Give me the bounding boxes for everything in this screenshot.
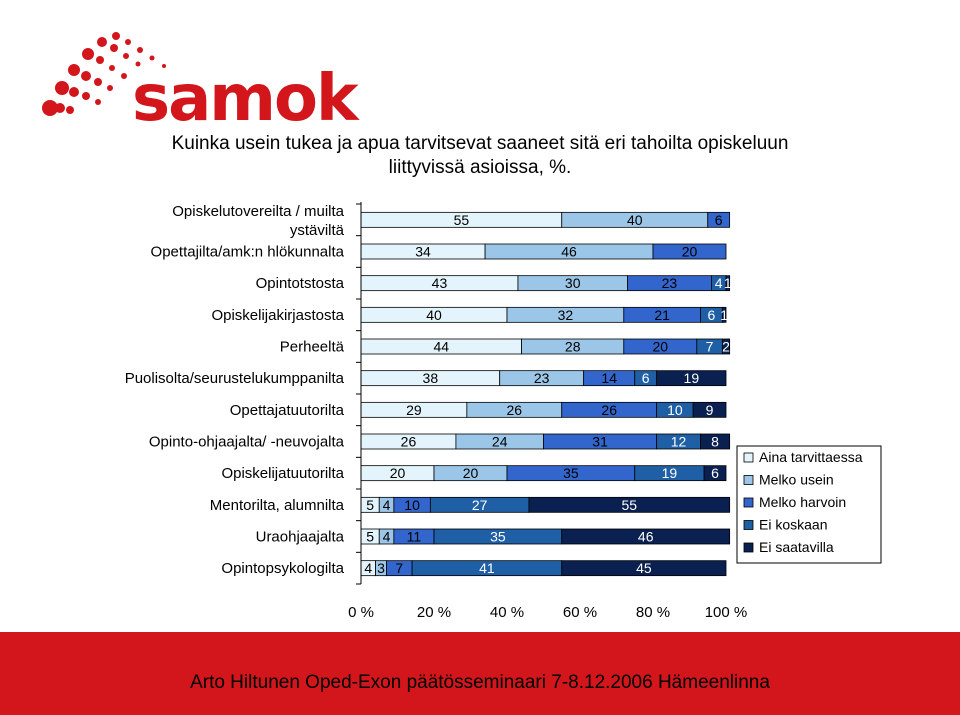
data-label: 40 (426, 306, 442, 323)
data-label: 26 (506, 401, 523, 418)
data-label: 31 (592, 433, 608, 450)
category-label: Perheeltä (279, 338, 344, 356)
x-tick-label: 20 % (416, 604, 452, 621)
x-tick-label: 40 % (489, 604, 525, 621)
bars-layer (361, 212, 732, 576)
category-labels (125, 203, 345, 577)
category-label: Opettajilta/amk:n hlökunnalta (150, 243, 344, 261)
data-label: 4 (364, 560, 373, 577)
data-label: 45 (636, 560, 652, 577)
data-label: 5 (366, 496, 375, 513)
data-label: 35 (490, 528, 506, 545)
data-label: 19 (661, 465, 678, 482)
data-label: 4 (714, 275, 723, 292)
data-label: 24 (491, 433, 508, 450)
data-label: 6 (714, 211, 723, 228)
legend-label: Melko harvoin (759, 494, 847, 510)
legend-swatch (744, 476, 753, 485)
category-label: Opinto-ohjaajalta/ -neuvojalta (148, 433, 344, 451)
data-label: 10 (667, 401, 683, 418)
data-label: 3 (377, 560, 385, 577)
data-label: 35 (563, 465, 579, 482)
data-label: 26 (400, 433, 417, 450)
x-tick-label: 80 % (635, 604, 671, 621)
data-label: 20 (389, 465, 406, 482)
data-label: 6 (641, 370, 650, 387)
data-label: 38 (422, 370, 439, 387)
legend-swatch (744, 543, 753, 552)
data-label: 55 (453, 211, 470, 228)
footer-text: Arto Hiltunen Oped-Exon päätösseminaari 7-8.12.2006 Hämeenlinna (190, 672, 770, 693)
data-label: 44 (433, 338, 450, 355)
x-tick-label: 100 % (704, 604, 748, 621)
data-label: 5 (366, 528, 375, 545)
data-label: 41 (479, 560, 495, 577)
data-label: 8 (711, 433, 719, 450)
category-label: Uraohjaajalta (255, 528, 344, 546)
data-label: 11 (406, 528, 422, 545)
legend-swatch (744, 521, 753, 530)
data-label: 21 (654, 306, 670, 323)
category-label: Opintopsykologilta (221, 560, 344, 578)
data-label: 26 (601, 401, 617, 418)
data-label: 27 (471, 496, 488, 513)
data-label: 28 (564, 338, 581, 355)
category-label-line: Opiskelutovereilta / muilta (172, 202, 344, 220)
data-label: 20 (681, 243, 698, 260)
logo-wordmark: samok (132, 62, 357, 125)
data-label: 32 (557, 306, 574, 323)
legend-label: Ei saatavilla (759, 539, 834, 555)
data-label: 2 (722, 338, 730, 355)
data-label: 43 (431, 275, 448, 292)
x-tick-label: 60 % (562, 604, 598, 621)
legend-swatch (744, 453, 753, 462)
data-label: 40 (626, 211, 643, 228)
data-label: 55 (621, 496, 638, 513)
data-label: 14 (601, 370, 617, 387)
data-label: 6 (711, 465, 719, 482)
data-label: 1 (723, 275, 732, 292)
data-label: 12 (670, 433, 687, 450)
legend-label: Melko usein (759, 471, 834, 488)
category-label-line: ystäviltä (289, 221, 344, 239)
category-label: Opettajatuutorilta (229, 401, 344, 419)
data-label: 4 (382, 528, 391, 545)
chart-title: Kuinka usein tukea ja apua tarvitsevat saaneet sitä eri tahoilta opiskeluun liittyvissä asioissa, %. (171, 133, 789, 178)
category-label (172, 203, 344, 239)
data-label: 30 (564, 275, 581, 292)
category-label: Puolisolta/seurustelukumppanilta (124, 370, 344, 388)
data-label: 46 (561, 243, 577, 260)
data-label: 4 (382, 496, 391, 513)
legend-swatch (744, 498, 753, 507)
data-label: 46 (637, 528, 654, 545)
data-label: 20 (462, 465, 479, 482)
category-label: Opiskelijakirjastosta (211, 306, 344, 324)
legend-label: Ei koskaan (759, 516, 828, 533)
legend-label: Aina tarvittaessa (759, 449, 863, 465)
data-label: 9 (705, 401, 714, 418)
category-label: Mentorilta, alumnilta (209, 496, 344, 514)
x-tick-label: 0 % (348, 604, 374, 621)
category-label: Opiskelijatuutorilta (221, 465, 344, 483)
data-label: 7 (705, 338, 714, 355)
data-label: 10 (404, 496, 420, 513)
data-label: 20 (652, 338, 669, 355)
data-label: 7 (395, 560, 404, 577)
data-label: 34 (415, 243, 431, 260)
data-label: 1 (720, 306, 729, 323)
data-label: 29 (406, 401, 422, 418)
data-label: 23 (661, 275, 678, 292)
data-label: 6 (707, 306, 716, 323)
data-label: 19 (683, 370, 700, 387)
data-label: 23 (533, 370, 550, 387)
category-label: Opintotstosta (255, 275, 344, 293)
legend (737, 446, 881, 563)
